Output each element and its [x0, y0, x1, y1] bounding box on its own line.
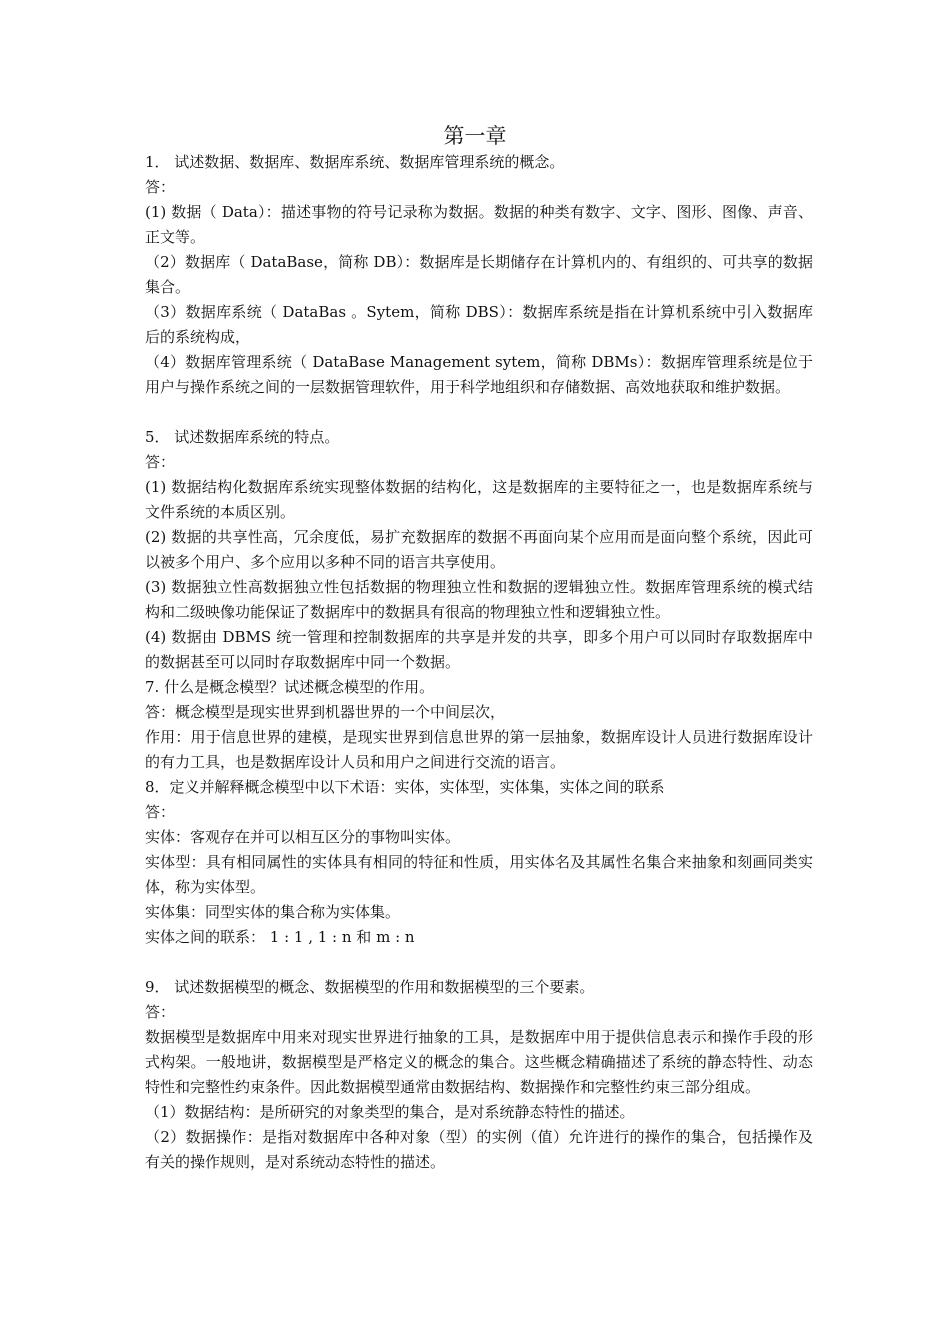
answer-paragraph: （1）数据结构：是所研究的对象类型的集合，是对系统静态特性的描述。 — [145, 1103, 635, 1121]
answer-paragraph: 实体型：具有相同属性的实体具有相同的特征和性质，用实体名及其属性名集合来抽象和刻画同类实体，称为实体型。 — [145, 853, 813, 896]
question-8: 8．定义并解释概念模型中以下术语：实体，实体型，实体集，实体之间的联系 — [145, 778, 665, 796]
document-body — [145, 150, 813, 1175]
question-1: 1． 试述数据、数据库、数据库系统、数据库管理系统的概念。 — [145, 153, 565, 171]
blank-line — [145, 400, 813, 425]
answer-paragraph: (1) 数据（ Data）：描述事物的符号记录称为数据。数据的种类有数字、文字、图形、图像、声音、正文等。 — [145, 203, 813, 246]
answer-paragraph: (4) 数据由 DBMS 统一管理和控制数据库的共享是并发的共享，即多个用户可以同时存取数据库中的数据甚至可以同时存取数据库中同一个数据。 — [145, 628, 813, 671]
blank-line — [145, 950, 813, 975]
question-9: 9． 试述数据模型的概念、数据模型的作用和数据模型的三个要素。 — [145, 978, 595, 996]
answer-paragraph: 实体：客观存在并可以相互区分的事物叫实体。 — [145, 828, 461, 846]
answer-paragraph: 答：概念模型是现实世界到机器世界的一个中间层次， — [145, 703, 506, 721]
question-7: 7. 什么是概念模型？试述概念模型的作用。 — [145, 678, 435, 696]
answer-label: 答： — [145, 803, 176, 821]
answer-label: 答： — [145, 178, 176, 196]
answer-paragraph: 实体之间的联系： 1 : 1 , 1 : n 和 m : n — [145, 928, 415, 946]
answer-paragraph: （4）数据库管理系统（ DataBase Management sytem，简称 DBMs）：数据库管理系统是位于用户与操作系统之间的一层数据管理软件，用于科学地组织和存储数据、高效地获取和维护数据。 — [145, 353, 813, 396]
question-5: 5． 试述数据库系统的特点。 — [145, 428, 340, 446]
chapter-title: 第一章 — [443, 124, 507, 148]
answer-paragraph: 实体集：同型实体的集合称为实体集。 — [145, 903, 401, 921]
answer-paragraph: 作用：用于信息世界的建模，是现实世界到信息世界的第一层抽象，数据库设计人员进行数据库设计的有力工具，也是数据库设计人员和用户之间进行交流的语言。 — [145, 728, 813, 771]
answer-label: 答： — [145, 453, 176, 471]
answer-paragraph: 数据模型是数据库中用来对现实世界进行抽象的工具，是数据库中用于提供信息表示和操作手段的形式构架。一般地讲，数据模型是严格定义的概念的集合。这些概念精确描述了系统的静态特性、动态特性和完整性约束条件。因此数据模型通常由数据结构、数据操作和完整性约束三部分组成。 — [145, 1028, 813, 1096]
answer-paragraph: （2）数据库（ DataBase，简称 DB）：数据库是长期储存在计算机内的、有组织的、可共享的数据集合。 — [145, 253, 813, 296]
answer-paragraph: （3）数据库系统（ DataBas 。Sytem，简称 DBS）：数据库系统是指在计算机系统中引入数据库后的系统构成， — [145, 303, 813, 346]
answer-paragraph: （2）数据操作：是指对数据库中各种对象（型）的实例（值）允许进行的操作的集合，包括操作及有关的操作规则，是对系统动态特性的描述。 — [145, 1128, 813, 1171]
answer-paragraph: (2) 数据的共享性高，冗余度低，易扩充数据库的数据不再面向某个应用而是面向整个系统，因此可以被多个用户、多个应用以多种不同的语言共享使用。 — [145, 528, 813, 571]
answer-label: 答： — [145, 1003, 176, 1021]
answer-paragraph: (1) 数据结构化数据库系统实现整体数据的结构化，这是数据库的主要特征之一，也是数据库系统与文件系统的本质区别。 — [145, 478, 813, 521]
answer-paragraph: (3) 数据独立性高数据独立性包括数据的物理独立性和数据的逻辑独立性。数据库管理系统的模式结构和二级映像功能保证了数据库中的数据具有很高的物理独立性和逻辑独立性。 — [145, 578, 813, 621]
